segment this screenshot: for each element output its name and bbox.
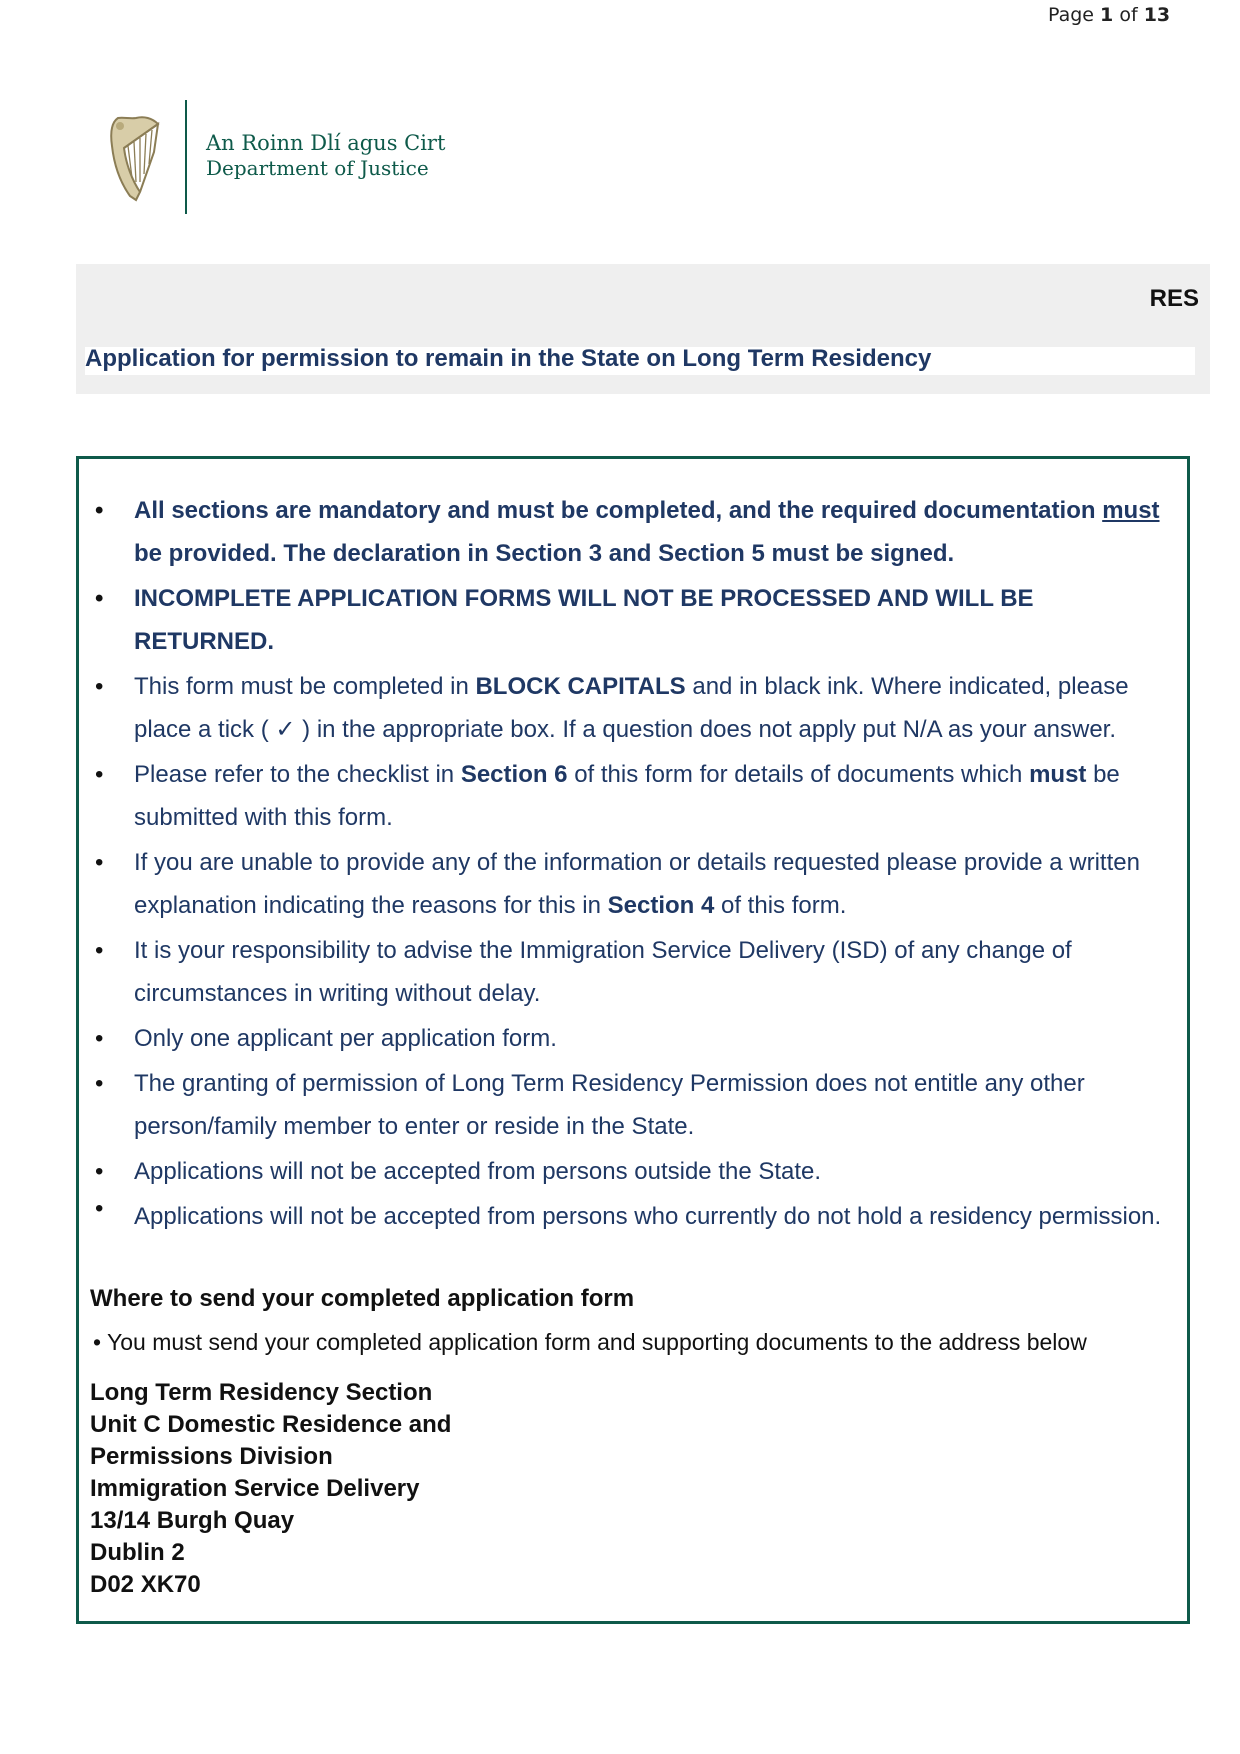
address-line: Permissions Division bbox=[90, 1443, 333, 1470]
instruction-item: • The granting of permission of Long Term Residency Permission does not entitle any other person/family member to enter or reside in the State. bbox=[79, 1062, 1187, 1148]
harp-icon bbox=[108, 112, 164, 202]
form-title-box bbox=[85, 347, 1195, 375]
page-number-prefix: Page bbox=[1048, 4, 1101, 26]
postal-address bbox=[90, 1377, 451, 1601]
page-number-separator: of bbox=[1113, 4, 1144, 26]
page-number-total: 13 bbox=[1143, 4, 1171, 26]
instructions-list bbox=[79, 489, 1187, 1233]
instructions-box bbox=[76, 456, 1190, 1624]
form-title: Application for permission to remain in the State on Long Term Residency bbox=[85, 345, 932, 372]
instruction-item: • It is your responsibility to advise the Immigration Service Delivery (ISD) of any change of circumstances in writing without delay. bbox=[79, 929, 1187, 1015]
address-line: D02 XK70 bbox=[90, 1571, 201, 1598]
logo-divider bbox=[185, 100, 187, 214]
logo-wordmark bbox=[206, 130, 445, 180]
instruction-item: • Only one applicant per application form. bbox=[79, 1017, 1187, 1060]
instruction-item: • Please refer to the checklist in Section 6 of this form for details of documents which must be submitted with this form. bbox=[79, 753, 1187, 839]
instruction-item: • This form must be completed in BLOCK CAPITALS and in black ink. Where indicated, please place a tick ( ✓ ) in the appropriate box. If a question does not apply put N/A as your answer. bbox=[79, 665, 1187, 751]
instruction-item: • All sections are mandatory and must be completed, and the required documentation must be provided. The declaration in Section 3 and Section 5 must be signed. bbox=[79, 489, 1187, 575]
department-logo bbox=[108, 100, 528, 215]
send-note: • You must send your completed application form and supporting documents to the address below bbox=[93, 1329, 1087, 1355]
address-line: Immigration Service Delivery bbox=[90, 1475, 420, 1502]
form-code: RES bbox=[1149, 285, 1199, 312]
address-line: Dublin 2 bbox=[90, 1539, 185, 1566]
logo-english-name: Department of Justice bbox=[206, 156, 429, 180]
instruction-item: • Applications will not be accepted from persons who currently do not hold a residency permission. bbox=[79, 1195, 1187, 1231]
instruction-item: • If you are unable to provide any of the information or details requested please provide a written explanation indicating the reasons for this in Section 4 of this form. bbox=[79, 841, 1187, 927]
instruction-item: • INCOMPLETE APPLICATION FORMS WILL NOT BE PROCESSED AND WILL BE RETURNED. bbox=[79, 577, 1187, 663]
form-header-band bbox=[76, 264, 1210, 394]
page-number bbox=[1048, 4, 1170, 26]
address-line: Unit C Domestic Residence and bbox=[90, 1411, 452, 1438]
page-number-current: 1 bbox=[1100, 4, 1114, 26]
send-heading: Where to send your completed application form bbox=[90, 1285, 635, 1312]
logo-irish-name: An Roinn Dlí agus Cirt bbox=[206, 131, 446, 155]
address-line: 13/14 Burgh Quay bbox=[90, 1507, 295, 1534]
address-line: Long Term Residency Section bbox=[90, 1379, 433, 1406]
instruction-item: • Applications will not be accepted from persons outside the State. bbox=[79, 1150, 1187, 1193]
